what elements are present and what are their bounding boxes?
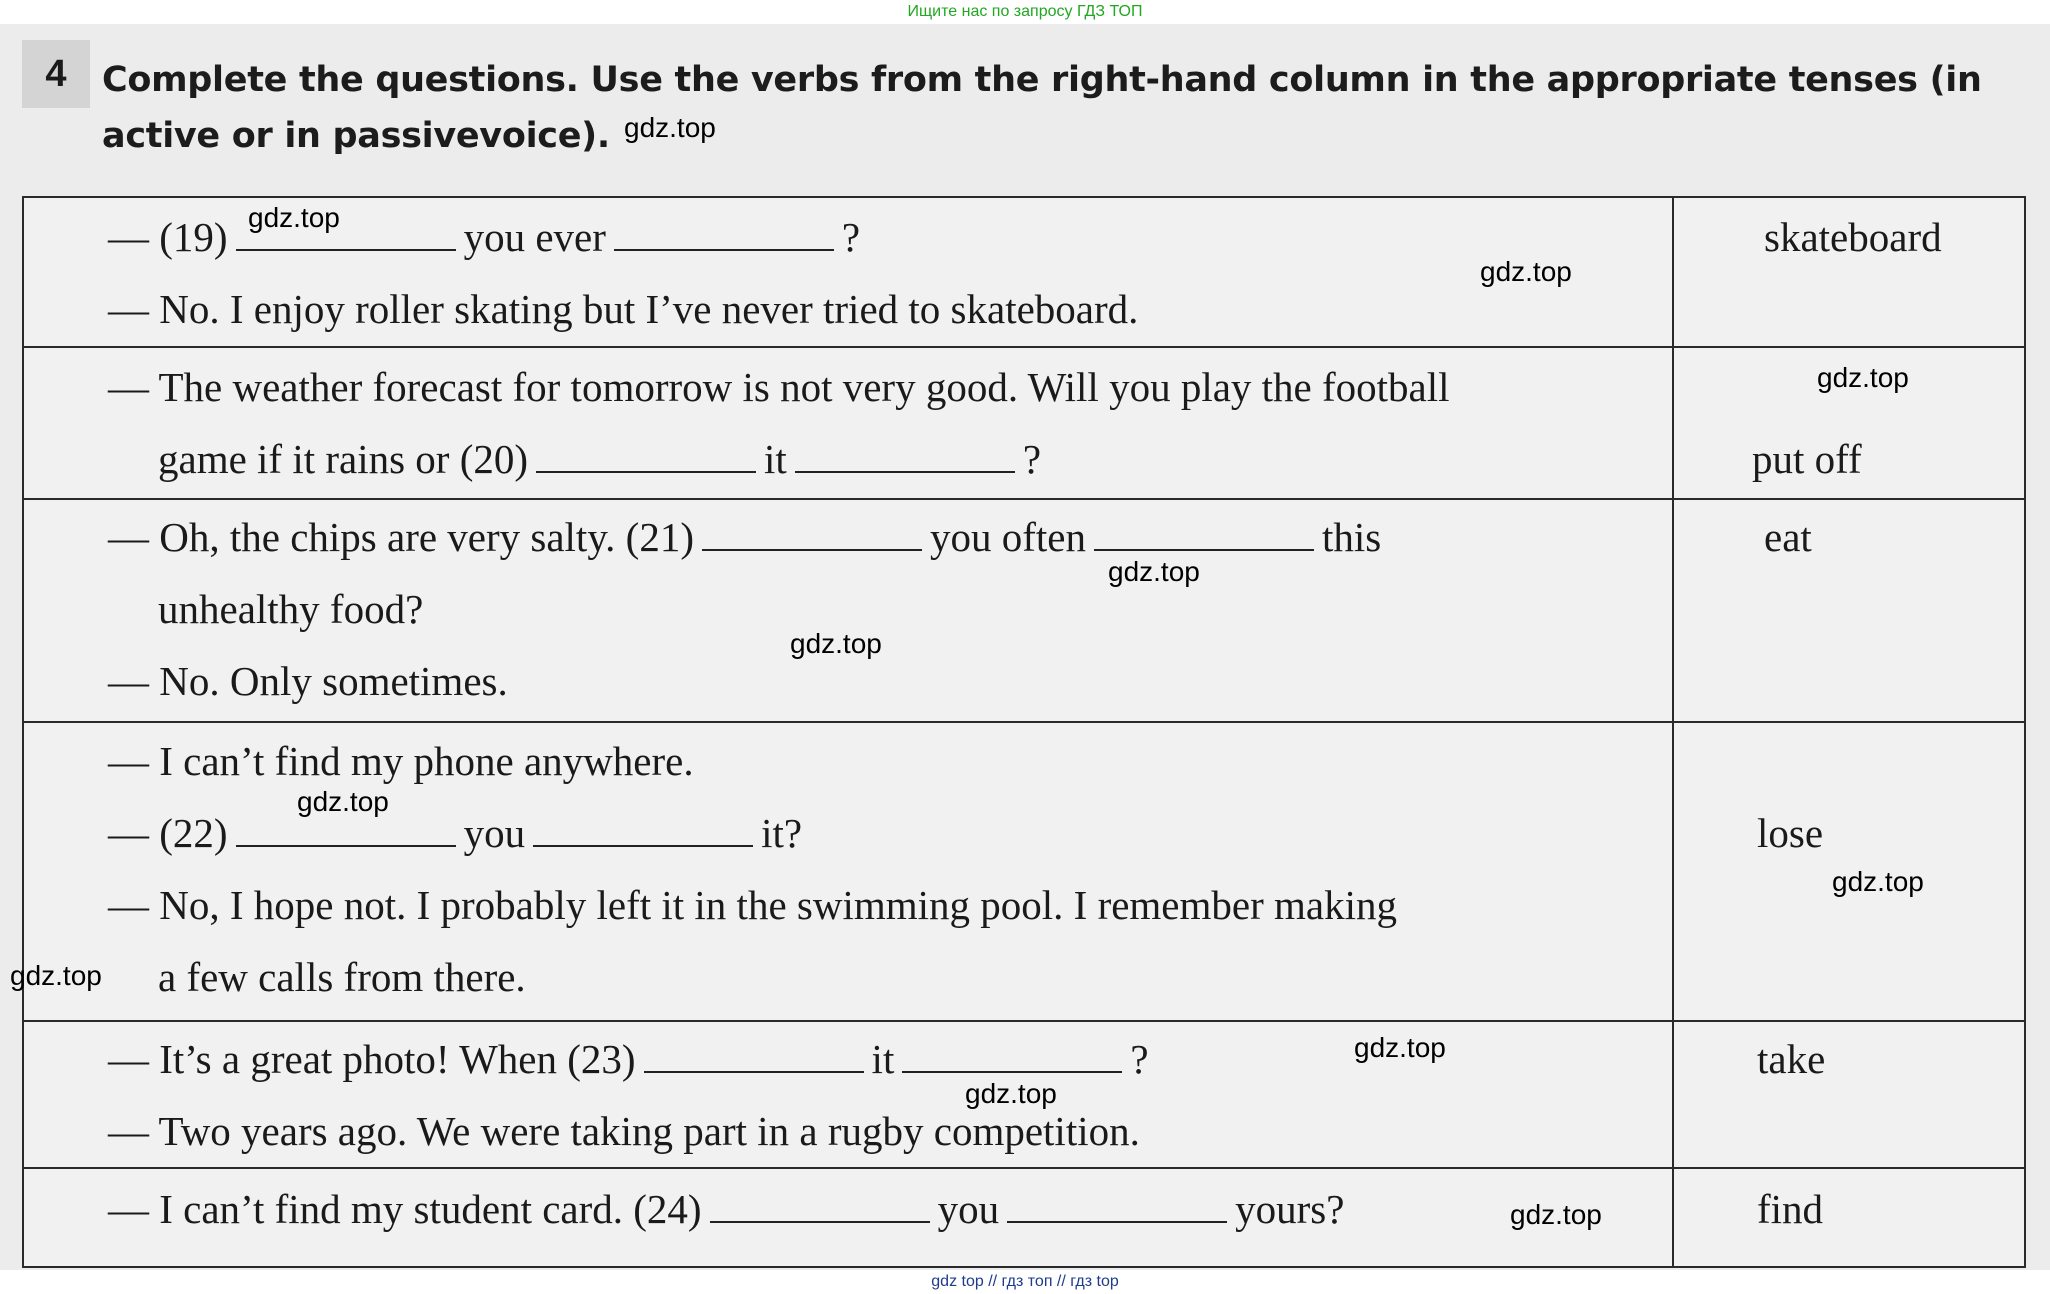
line-text: game if it rains or (20) [158, 436, 529, 482]
line-text: you [463, 810, 526, 856]
answer-blank[interactable] [902, 1037, 1122, 1073]
line-text: — (19) [108, 214, 228, 260]
answer-blank[interactable] [614, 215, 834, 251]
line-text: this [1321, 514, 1382, 560]
watermark: gdz.top [1108, 556, 1200, 587]
watermark: gdz.top [965, 1078, 1057, 1109]
line-text: — (22) [108, 810, 228, 856]
verb-find: find [1757, 1186, 1824, 1232]
line-text: ? [1130, 1036, 1149, 1082]
dialogue-line: — No, I hope not. I probably left it in the swimming pool. I remember making [108, 882, 1397, 928]
line-text: you [937, 1186, 1000, 1232]
line-text: it? [761, 810, 803, 856]
watermark: gdz.top [624, 112, 716, 143]
watermark: gdz.top [1817, 362, 1909, 393]
answer-blank[interactable] [795, 437, 1015, 473]
line-text: you ever [463, 214, 606, 260]
row-divider [24, 346, 2024, 348]
verb-skateboard: skateboard [1764, 214, 1942, 260]
footer-links[interactable]: gdz top // гдз топ // гдз top [0, 1270, 2050, 1294]
row-divider [24, 1020, 2024, 1022]
watermark: gdz.top [248, 202, 340, 233]
dialogue-line [108, 212, 860, 262]
verb-eat: eat [1764, 514, 1812, 560]
dialogue-line: unhealthy food? [158, 586, 424, 632]
exercise-heading-line-1: Complete the questions. Use the verbs from the right-hand column in the appropriate tenses (in [102, 60, 1982, 100]
line-text: you often [929, 514, 1086, 560]
verb-take: take [1757, 1036, 1826, 1082]
answer-blank[interactable] [702, 515, 922, 551]
dialogue-line: — No. I enjoy roller skating but I’ve never tried to skateboard. [108, 286, 1139, 332]
watermark: gdz.top [1354, 1032, 1446, 1063]
line-text: it [871, 1036, 895, 1082]
answer-blank[interactable] [536, 437, 756, 473]
dialogue-line [108, 808, 802, 858]
exercise-heading-line-2: active or in passivevoice). [102, 116, 610, 156]
answer-blank[interactable] [1007, 1187, 1227, 1223]
watermark: gdz.top [1832, 866, 1924, 897]
line-text: ? [1022, 436, 1042, 482]
line-text: it [764, 436, 787, 482]
column-divider [1672, 198, 1674, 1266]
row-divider [24, 1167, 2024, 1169]
verb-lose: lose [1757, 810, 1824, 856]
answer-blank[interactable] [644, 1037, 864, 1073]
exercise-heading [102, 52, 2022, 164]
line-text: — It’s a great photo! When (23) [108, 1036, 636, 1082]
watermark: gdz.top [10, 960, 102, 991]
dialogue-line: — I can’t find my phone anywhere. [108, 738, 694, 784]
top-banner[interactable]: Ищите нас по запросу ГДЗ ТОП [0, 0, 2050, 24]
line-text: — Oh, the chips are very salty. (21) [108, 514, 694, 560]
dialogue-line: a few calls from there. [158, 954, 526, 1000]
dialogue-line [108, 1184, 1344, 1234]
line-text: ? [841, 214, 861, 260]
watermark: gdz.top [1510, 1199, 1602, 1230]
watermark: gdz.top [297, 786, 389, 817]
dialogue-line [158, 434, 1041, 484]
row-divider [24, 721, 2024, 723]
dialogue-line: — No. Only sometimes. [108, 658, 508, 704]
exercise-number-badge: 4 [22, 40, 90, 108]
answer-blank[interactable] [1094, 515, 1314, 551]
verb-put-off: put off [1752, 436, 1862, 482]
line-text: — I can’t find my student card. (24) [108, 1186, 702, 1232]
watermark: gdz.top [790, 628, 882, 659]
watermark: gdz.top [1480, 256, 1572, 287]
dialogue-line [108, 512, 1381, 562]
row-divider [24, 498, 2024, 500]
answer-blank[interactable] [710, 1187, 930, 1223]
answer-blank[interactable] [533, 811, 753, 847]
line-text: yours? [1235, 1186, 1345, 1232]
dialogue-line: — The weather forecast for tomorrow is not very good. Will you play the football [108, 364, 1450, 410]
dialogue-line: — Two years ago. We were taking part in a rugby competition. [108, 1108, 1140, 1154]
dialogue-line [108, 1034, 1149, 1084]
